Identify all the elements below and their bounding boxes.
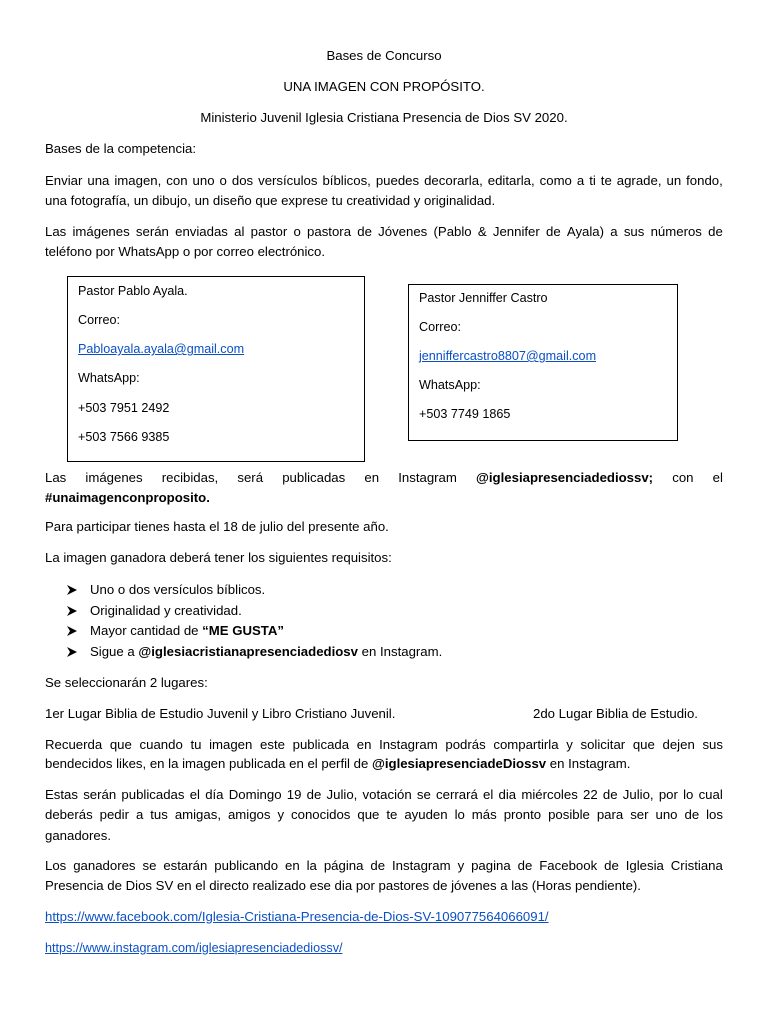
- email-link[interactable]: jenniffercastro8807@gmail.com: [419, 349, 597, 363]
- para-images-line-2: teléfono por WhatsApp o por correo electrónico.: [45, 244, 326, 259]
- word: votación: [362, 787, 412, 802]
- word: de: [684, 807, 700, 822]
- word: a: [135, 807, 144, 822]
- word: en: [356, 737, 372, 752]
- word: el: [189, 787, 200, 802]
- word: te: [600, 173, 612, 188]
- list-item: [66, 623, 442, 644]
- word: 19: [286, 787, 302, 802]
- word: publicando: [214, 858, 279, 873]
- requirement-text: Originalidad y creatividad.: [90, 602, 242, 618]
- word: y: [457, 858, 465, 873]
- word: imágenes: [85, 470, 143, 485]
- text: bendecidos likes, en la imagen publicada en el perfil de: [45, 756, 372, 771]
- word: enviadas: [175, 224, 228, 239]
- email-label: Correo:: [78, 313, 120, 327]
- phone-number: +503 7749 1865: [419, 407, 511, 421]
- word: dos: [231, 173, 254, 188]
- word: o: [219, 173, 227, 188]
- word: publicadas: [121, 787, 185, 802]
- word: de: [708, 224, 723, 239]
- word: será: [237, 470, 264, 485]
- word: estarán: [163, 858, 208, 873]
- word: ganadores: [73, 858, 136, 873]
- list-item: [66, 644, 442, 665]
- word: de: [604, 858, 619, 873]
- word: miércoles: [521, 787, 578, 802]
- para-remember-line-2: [45, 756, 630, 772]
- word: pedir: [99, 807, 129, 822]
- word: Instagram: [379, 737, 438, 752]
- word: ayuden: [404, 807, 448, 822]
- word: Instagram: [398, 470, 457, 485]
- word: que: [357, 807, 380, 822]
- word: tus: [150, 807, 168, 822]
- word: bíblicos,: [322, 173, 371, 188]
- word: para: [596, 807, 624, 822]
- word: sus: [702, 737, 723, 752]
- word: cual: [698, 787, 723, 802]
- word: (Pablo: [433, 224, 472, 239]
- second-place: 2do Lugar Biblia de Estudio.: [533, 706, 698, 721]
- instagram-handle: @iglesiapresenciadediossv;: [476, 470, 654, 485]
- word: los: [706, 807, 723, 822]
- word: Las: [45, 470, 67, 485]
- facebook-link[interactable]: https://www.facebook.com/Iglesia-Cristiana-Presencia-de-Dios-SV-109077564066091/: [45, 909, 549, 924]
- instagram-handle: @iglesiapresenciadeDiossv: [371, 756, 547, 771]
- word: uno: [655, 807, 678, 822]
- word: deberás: [45, 807, 93, 822]
- para-remember-line-1: [45, 737, 723, 753]
- word: serán: [135, 224, 169, 239]
- places-intro: Se seleccionarán 2 lugares:: [45, 675, 208, 690]
- word: pagina: [471, 858, 511, 873]
- word: uno: [192, 173, 215, 188]
- word: Domingo: [228, 787, 282, 802]
- contact-name: Pastor Jenniffer Castro: [419, 291, 548, 305]
- instagram-link[interactable]: https://www.instagram.com/iglesiapresenciadediossv/: [45, 941, 343, 955]
- document-title: Bases de Concurso: [326, 48, 442, 63]
- word: Iglesia: [625, 858, 664, 873]
- word: una: [87, 173, 110, 188]
- word: y: [566, 737, 573, 752]
- requirement-text: en Instagram.: [357, 643, 443, 659]
- first-place: 1er Lugar Biblia de Estudio Juvenil y Libro Cristiano Juvenil.: [45, 706, 396, 721]
- word: Facebook: [539, 858, 598, 873]
- phone-number: +503 7566 9385: [78, 430, 170, 444]
- word: 22: [583, 787, 598, 802]
- word: página: [323, 858, 364, 873]
- contact-box-jenniffer: [408, 284, 678, 441]
- contact-box-pablo: [67, 276, 365, 462]
- para-publish-line-1: [45, 470, 723, 486]
- word: cuando: [139, 737, 183, 752]
- word: imágenes: [72, 224, 130, 239]
- word: de: [546, 224, 561, 239]
- word: pastor: [250, 224, 288, 239]
- word: con: [166, 173, 188, 188]
- word: &: [477, 224, 487, 239]
- word: posible: [548, 807, 590, 822]
- word: se: [142, 858, 157, 873]
- word: agrade,: [616, 173, 662, 188]
- para-send-line-1: [45, 173, 723, 189]
- word: ser: [630, 807, 649, 822]
- word: pronto: [503, 807, 542, 822]
- word: se: [416, 787, 431, 802]
- word: que: [109, 737, 132, 752]
- requirement-text: Sigue a: [90, 643, 139, 659]
- email-label: Correo:: [419, 320, 461, 334]
- para-winners-line-2: Presencia de Dios SV en el directo realizado ese dia por pastores de jóvenes a las (Horas pendiente).: [45, 878, 641, 893]
- word: podrás: [445, 737, 486, 752]
- word: cerrará: [436, 787, 478, 802]
- hashtag: #unaimagenconproposito.: [45, 490, 210, 505]
- word: a: [576, 173, 585, 188]
- word: serán: [83, 787, 117, 802]
- word: Ayala): [566, 224, 605, 239]
- word: a: [610, 224, 618, 239]
- list-item: [66, 603, 442, 624]
- text: en Instagram.: [546, 756, 631, 771]
- word: pastora: [307, 224, 352, 239]
- word: o: [293, 224, 301, 239]
- para-winners-line-1: [45, 858, 723, 874]
- word: de: [517, 858, 533, 873]
- word: lo: [454, 807, 465, 822]
- word: Instagram: [391, 858, 451, 873]
- word: Jennifer: [492, 224, 540, 239]
- word: puedes: [375, 173, 420, 188]
- para-send-line-2: una fotografía, un dibujo, un diseño que exprese tu creatividad y originalidad.: [45, 193, 496, 208]
- word: que: [632, 737, 655, 752]
- word: números: [650, 224, 702, 239]
- word: imagen: [209, 737, 253, 752]
- word: conocidos: [291, 807, 351, 822]
- word: te: [386, 807, 398, 822]
- word: imagen,: [114, 173, 162, 188]
- contest-name: UNA IMAGEN CON PROPÓSITO.: [283, 79, 485, 94]
- word: Estas: [45, 787, 78, 802]
- word: en: [285, 858, 300, 873]
- word: Los: [45, 858, 67, 873]
- para-images-line-1: [45, 224, 723, 240]
- whatsapp-label: WhatsApp:: [419, 378, 481, 392]
- word: en: [364, 470, 380, 485]
- word: al: [234, 224, 245, 239]
- arrow-bullet-icon: [66, 584, 78, 596]
- word: solicitar: [580, 737, 626, 752]
- requirements-list: [66, 582, 442, 664]
- word: sus: [623, 224, 645, 239]
- para-vote-line-1: [45, 787, 723, 803]
- word: este: [260, 737, 285, 752]
- arrow-bullet-icon: [66, 605, 78, 617]
- word: decorarla,: [424, 173, 483, 188]
- requirement-text: Uno o dos versículos bíblicos.: [90, 582, 266, 597]
- word: publicada: [292, 737, 350, 752]
- word: publicadas: [282, 470, 346, 485]
- word: con: [672, 470, 694, 485]
- word: ti: [589, 173, 596, 188]
- para-vote-line-3: ganadores.: [45, 828, 111, 843]
- whatsapp-label: WhatsApp:: [78, 371, 140, 385]
- word: fondo,: [686, 173, 723, 188]
- instagram-handle: @iglesiacristianapresenciadediosv: [138, 643, 358, 659]
- word: Recuerda: [45, 737, 103, 752]
- word: Julio,: [622, 787, 654, 802]
- word: Jóvenes: [378, 224, 428, 239]
- word: recibidas,: [161, 470, 219, 485]
- word: el: [483, 787, 494, 802]
- word: dia: [498, 787, 517, 802]
- list-item: [66, 582, 442, 603]
- word: el: [712, 470, 723, 485]
- word: Julio,: [326, 787, 358, 802]
- word: tu: [190, 737, 202, 752]
- word: amigas,: [174, 807, 221, 822]
- contact-name: Pastor Pablo Ayala.: [78, 284, 188, 298]
- requirements-intro: La imagen ganadora deberá tener los siguientes requisitos:: [45, 550, 392, 565]
- word: y: [277, 807, 285, 822]
- word: editarla,: [487, 173, 535, 188]
- competition-heading: Bases de la competencia:: [45, 141, 197, 156]
- arrow-bullet-icon: [66, 646, 78, 658]
- word: más: [471, 807, 497, 822]
- word: Enviar: [45, 173, 83, 188]
- word: como: [539, 173, 572, 188]
- word: un: [666, 173, 682, 188]
- phone-number: +503 7951 2492: [78, 401, 170, 415]
- word: versículos: [258, 173, 318, 188]
- word: compartirla: [493, 737, 559, 752]
- word: de: [306, 787, 322, 802]
- organizer-line: Ministerio Juvenil Iglesia Cristiana Presencia de Dios SV 2020.: [200, 110, 568, 125]
- requirement-text: Mayor cantidad de: [90, 623, 203, 638]
- word: de: [370, 858, 386, 873]
- word: de: [357, 224, 372, 239]
- word: Las: [45, 224, 67, 239]
- para-vote-line-2: [45, 807, 723, 823]
- word: dejen: [662, 737, 695, 752]
- word: por: [658, 787, 678, 802]
- word: lo: [683, 787, 694, 802]
- deadline-text: Para participar tienes hasta el 18 de julio del presente año.: [45, 519, 389, 534]
- word: Cristiana: [670, 858, 723, 873]
- email-link[interactable]: Pabloayala.ayala@gmail.com: [78, 342, 245, 356]
- word: día: [205, 787, 224, 802]
- word: amigos: [227, 807, 271, 822]
- word: de: [602, 787, 618, 802]
- arrow-bullet-icon: [66, 625, 78, 637]
- word: la: [306, 858, 317, 873]
- requirement-emphasis: “ME GUSTA”: [202, 623, 284, 638]
